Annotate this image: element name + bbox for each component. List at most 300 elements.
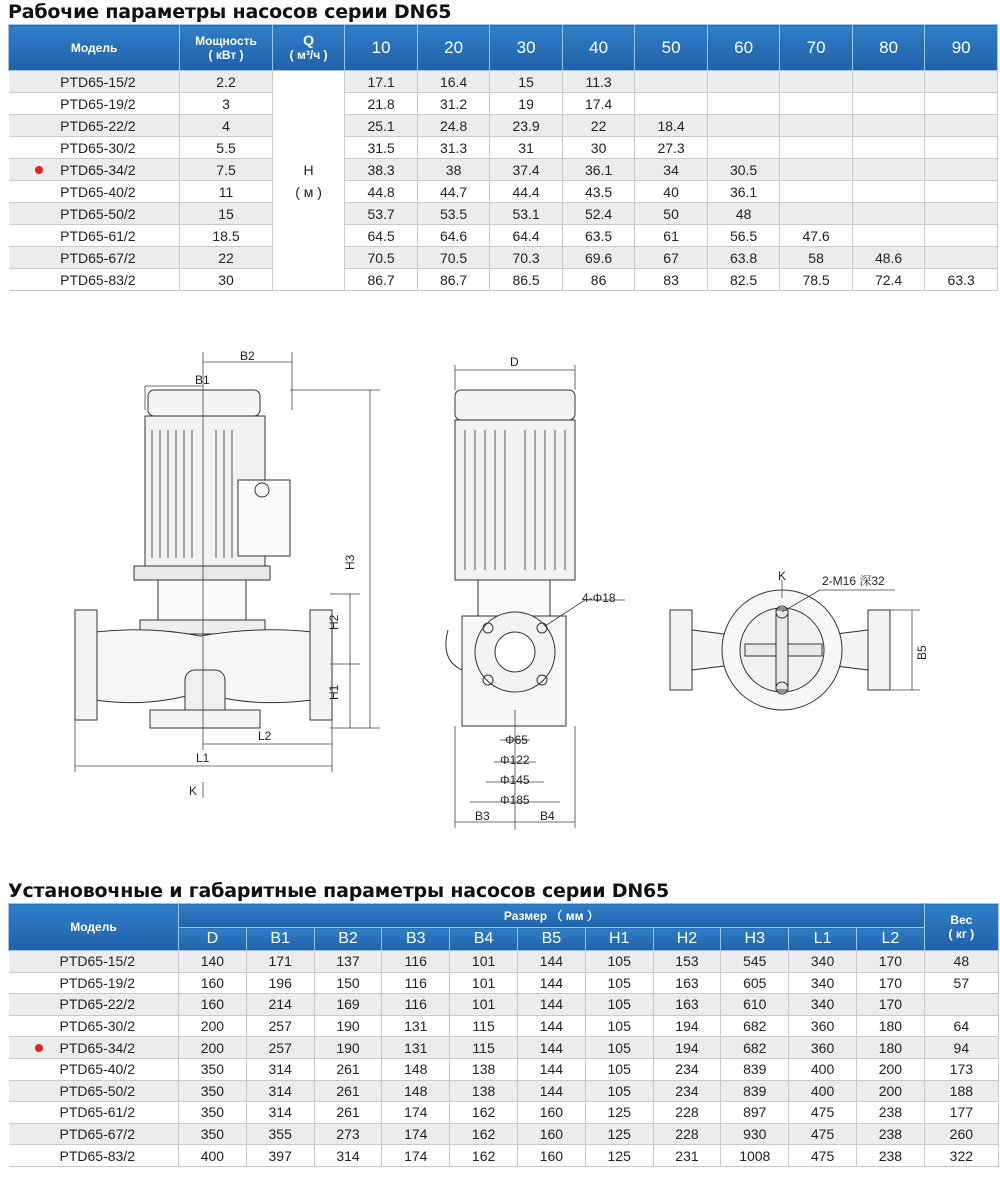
- table-row: [9, 71, 998, 93]
- head-value-cell: 31.2: [417, 93, 490, 115]
- head-value-cell: [635, 71, 708, 93]
- dimension-cell: 180: [856, 1015, 924, 1037]
- head-value-cell: 30: [562, 137, 635, 159]
- head-value-cell: [707, 71, 780, 93]
- dimension-cell: 138: [450, 1058, 518, 1080]
- dimension-cell: 930: [721, 1123, 789, 1145]
- head-value-cell: 38.3: [345, 159, 418, 181]
- head-value-cell: [780, 137, 853, 159]
- model-label: PTD65-34/2: [60, 161, 136, 178]
- head-value-cell: 82.5: [707, 269, 780, 291]
- model-label: PTD65-40/2: [59, 1061, 135, 1078]
- dim-header-column: B4: [450, 928, 518, 951]
- model-cell: [9, 1102, 179, 1124]
- dimension-cell: 400: [789, 1080, 857, 1102]
- power-cell: 22: [180, 247, 273, 269]
- model-label: PTD65-40/2: [60, 183, 136, 200]
- head-value-cell: 31: [490, 137, 563, 159]
- dimension-cell: 144: [517, 972, 585, 994]
- dim-header-column: H2: [653, 928, 721, 951]
- head-value-cell: [780, 181, 853, 203]
- dimension-cell: 200: [856, 1058, 924, 1080]
- table-row: [9, 269, 998, 291]
- table-row: [9, 225, 998, 247]
- label-l1: L1: [196, 751, 210, 765]
- dimension-cell: 137: [314, 951, 382, 973]
- dim-header-model: Модель: [9, 904, 179, 951]
- model-label: PTD65-19/2: [60, 95, 136, 112]
- head-value-cell: [635, 93, 708, 115]
- dimension-cell: 400: [179, 1145, 247, 1167]
- dimension-cell: 140: [179, 951, 247, 973]
- power-cell: 2.2: [180, 71, 273, 93]
- dimension-cell: 163: [653, 972, 721, 994]
- dimension-cell: 200: [856, 1080, 924, 1102]
- dim-header-column: H3: [721, 928, 789, 951]
- dim-header-weight: [924, 904, 998, 951]
- head-value-cell: [852, 115, 925, 137]
- head-value-cell: 16.4: [417, 71, 490, 93]
- weight-label: Вес: [950, 913, 973, 927]
- head-value-cell: 67: [635, 247, 708, 269]
- head-value-cell: 63.8: [707, 247, 780, 269]
- dimension-cell: 170: [856, 994, 924, 1016]
- head-value-cell: 23.9: [490, 115, 563, 137]
- weight-cell: 188: [924, 1080, 998, 1102]
- dimension-cell: 101: [450, 994, 518, 1016]
- head-value-cell: 47.6: [780, 225, 853, 247]
- model-cell: [9, 994, 179, 1016]
- dimension-cell: 160: [517, 1145, 585, 1167]
- dimension-cell: 314: [246, 1102, 314, 1124]
- dim-header-column: L2: [856, 928, 924, 951]
- dimension-cell: 131: [382, 1015, 450, 1037]
- pump-drawing: [0, 330, 1000, 850]
- head-value-cell: 63.3: [925, 269, 998, 291]
- head-value-cell: [780, 115, 853, 137]
- head-value-cell: 53.7: [345, 203, 418, 225]
- head-value-cell: [925, 225, 998, 247]
- dimension-cell: 105: [585, 1037, 653, 1059]
- head-value-cell: 48: [707, 203, 780, 225]
- label-h3: H3: [343, 554, 357, 570]
- dimension-cell: 475: [789, 1102, 857, 1124]
- head-value-cell: 40: [635, 181, 708, 203]
- top-view: [670, 580, 920, 710]
- head-value-cell: 86.7: [417, 269, 490, 291]
- dimension-cell: 355: [246, 1123, 314, 1145]
- table-row: [9, 1037, 999, 1059]
- table-row: [9, 203, 998, 225]
- dimension-cell: 170: [856, 951, 924, 973]
- head-value-cell: 56.5: [707, 225, 780, 247]
- dimension-cell: 545: [721, 951, 789, 973]
- label-d145: Φ145: [500, 773, 530, 787]
- model-cell: [9, 269, 180, 291]
- dimension-cell: 105: [585, 1058, 653, 1080]
- dim-header-column: B3: [382, 928, 450, 951]
- dimension-cell: 162: [450, 1102, 518, 1124]
- dimension-cell: 160: [179, 994, 247, 1016]
- model-label: PTD65-30/2: [59, 1018, 135, 1035]
- weight-cell: 64: [924, 1015, 998, 1037]
- dimension-cell: 261: [314, 1102, 382, 1124]
- head-value-cell: 78.5: [780, 269, 853, 291]
- head-value-cell: 11.3: [562, 71, 635, 93]
- dimension-cell: 171: [246, 951, 314, 973]
- model-cell: [9, 1058, 179, 1080]
- head-value-cell: 58: [780, 247, 853, 269]
- dimension-cell: 200: [179, 1015, 247, 1037]
- weight-cell: [924, 994, 998, 1016]
- weight-cell: 94: [924, 1037, 998, 1059]
- head-value-cell: [925, 247, 998, 269]
- dimension-cell: 190: [314, 1015, 382, 1037]
- head-value-cell: 52.4: [562, 203, 635, 225]
- dimension-cell: 340: [789, 951, 857, 973]
- power-cell: 15: [180, 203, 273, 225]
- dimension-cell: 314: [246, 1058, 314, 1080]
- dimension-cell: 196: [246, 972, 314, 994]
- head-value-cell: 83: [635, 269, 708, 291]
- perf-header-flow: 70: [780, 25, 853, 71]
- model-label: PTD65-19/2: [59, 974, 135, 991]
- dimension-cell: 190: [314, 1037, 382, 1059]
- side-view: [75, 352, 380, 798]
- perf-header-flow: 80: [852, 25, 925, 71]
- dimension-cell: 125: [585, 1145, 653, 1167]
- dimension-cell: 360: [789, 1037, 857, 1059]
- head-value-cell: 15: [490, 71, 563, 93]
- table-row: [9, 1058, 999, 1080]
- model-label: PTD65-34/2: [59, 1039, 135, 1056]
- perf-header-flow: 50: [635, 25, 708, 71]
- perf-header-flow: 20: [417, 25, 490, 71]
- table-row: [9, 951, 999, 973]
- head-value-cell: [780, 93, 853, 115]
- model-cell: [9, 93, 180, 115]
- model-cell: [9, 225, 180, 247]
- dimension-cell: 314: [246, 1080, 314, 1102]
- dimension-cell: 350: [179, 1123, 247, 1145]
- dim-header-size: Размер （ мм ）: [179, 904, 925, 928]
- power-cell: 4: [180, 115, 273, 137]
- dimension-cell: 340: [789, 972, 857, 994]
- dimension-cell: 125: [585, 1123, 653, 1145]
- model-cell: [9, 181, 180, 203]
- head-value-cell: [852, 93, 925, 115]
- model-label: PTD65-67/2: [59, 1126, 135, 1143]
- dim-header-column: D: [179, 928, 247, 951]
- perf-header-power: Мощность ( кВт ): [180, 25, 273, 71]
- head-value-cell: 44.8: [345, 181, 418, 203]
- table-row: [9, 247, 998, 269]
- dimension-cell: 138: [450, 1080, 518, 1102]
- model-label: PTD65-67/2: [60, 249, 136, 266]
- model-cell: [9, 972, 179, 994]
- head-value-cell: [780, 203, 853, 225]
- model-cell: [9, 1037, 179, 1059]
- head-value-cell: 70.3: [490, 247, 563, 269]
- table-row: [9, 1102, 999, 1124]
- head-value-cell: [707, 115, 780, 137]
- dimension-cell: 214: [246, 994, 314, 1016]
- dimension-cell: 144: [517, 994, 585, 1016]
- head-value-cell: [780, 159, 853, 181]
- dim-header-column: B5: [517, 928, 585, 951]
- dimension-cell: 314: [314, 1145, 382, 1167]
- dimension-cell: 682: [721, 1015, 789, 1037]
- model-cell: [9, 1015, 179, 1037]
- dimension-cell: 144: [517, 951, 585, 973]
- label-h2: H2: [327, 614, 341, 630]
- head-value-cell: 44.7: [417, 181, 490, 203]
- dimension-cell: 144: [517, 1037, 585, 1059]
- model-label: PTD65-15/2: [60, 73, 136, 90]
- dimension-cell: 116: [382, 951, 450, 973]
- dimension-cell: 897: [721, 1102, 789, 1124]
- dimension-cell: 144: [517, 1080, 585, 1102]
- table-row: [9, 994, 999, 1016]
- dimension-cell: 116: [382, 994, 450, 1016]
- marker-dot: [35, 1044, 43, 1052]
- head-value-cell: [925, 159, 998, 181]
- dimension-cell: 148: [382, 1080, 450, 1102]
- head-value-cell: [780, 71, 853, 93]
- head-value-cell: 50: [635, 203, 708, 225]
- dimension-cell: 400: [789, 1058, 857, 1080]
- model-cell: [9, 159, 180, 181]
- head-value-cell: [852, 225, 925, 247]
- head-value-cell: [925, 115, 998, 137]
- dimension-cell: 682: [721, 1037, 789, 1059]
- label-d185: Φ185: [500, 793, 530, 807]
- dimension-cell: 105: [585, 951, 653, 973]
- dimension-cell: 170: [856, 972, 924, 994]
- head-value-cell: 43.5: [562, 181, 635, 203]
- dimension-cell: 231: [653, 1145, 721, 1167]
- head-value-cell: 70.5: [417, 247, 490, 269]
- head-value-cell: [707, 93, 780, 115]
- model-label: PTD65-61/2: [60, 227, 136, 244]
- dimension-cell: 105: [585, 1080, 653, 1102]
- dimension-cell: 200: [179, 1037, 247, 1059]
- head-value-cell: 22: [562, 115, 635, 137]
- perf-header-flow: 30: [490, 25, 563, 71]
- dim-header-column: B2: [314, 928, 382, 951]
- head-value-cell: [925, 203, 998, 225]
- label-b3: B3: [475, 809, 490, 823]
- weight-cell: 260: [924, 1123, 998, 1145]
- dimension-cell: 144: [517, 1058, 585, 1080]
- head-value-cell: 53.1: [490, 203, 563, 225]
- power-cell: 30: [180, 269, 273, 291]
- dimension-cell: 174: [382, 1102, 450, 1124]
- head-value-cell: 36.1: [562, 159, 635, 181]
- h-unit-cell: [272, 71, 345, 291]
- dimension-cell: 116: [382, 972, 450, 994]
- h-unit: ( м ): [295, 183, 322, 200]
- weight-cell: 48: [924, 951, 998, 973]
- head-value-cell: 21.8: [345, 93, 418, 115]
- model-cell: [9, 137, 180, 159]
- dimension-cell: 180: [856, 1037, 924, 1059]
- head-value-cell: 38: [417, 159, 490, 181]
- table-row: [9, 93, 998, 115]
- label-d122: Φ122: [500, 753, 530, 767]
- perf-header-flow: 10: [345, 25, 418, 71]
- head-value-cell: 64.5: [345, 225, 418, 247]
- dimension-cell: 605: [721, 972, 789, 994]
- label-holes: 4-Φ18: [582, 591, 616, 605]
- head-value-cell: [925, 181, 998, 203]
- table-row: [9, 1145, 999, 1167]
- head-value-cell: [852, 71, 925, 93]
- weight-cell: 173: [924, 1058, 998, 1080]
- table-row: [9, 137, 998, 159]
- dimension-cell: 153: [653, 951, 721, 973]
- label-b5: B5: [915, 645, 929, 660]
- model-label: PTD65-83/2: [60, 271, 136, 288]
- model-cell: [9, 1123, 179, 1145]
- dimension-cell: 105: [585, 1015, 653, 1037]
- dimension-cell: 150: [314, 972, 382, 994]
- head-value-cell: 72.4: [852, 269, 925, 291]
- dim-header-column: L1: [789, 928, 857, 951]
- dim-header-column: B1: [246, 928, 314, 951]
- head-value-cell: 61: [635, 225, 708, 247]
- head-value-cell: 19: [490, 93, 563, 115]
- head-value-cell: [852, 159, 925, 181]
- h-label: H: [303, 161, 314, 178]
- head-value-cell: 64.6: [417, 225, 490, 247]
- dimension-cell: 261: [314, 1080, 382, 1102]
- dim-header-column: H1: [585, 928, 653, 951]
- dimension-cell: 475: [789, 1123, 857, 1145]
- perf-header-model: Модель: [9, 25, 180, 71]
- head-value-cell: 31.3: [417, 137, 490, 159]
- table-row: [9, 972, 999, 994]
- dimension-cell: 194: [653, 1015, 721, 1037]
- dimension-cell: 194: [653, 1037, 721, 1059]
- dimension-cell: 234: [653, 1080, 721, 1102]
- dimension-cell: 160: [517, 1123, 585, 1145]
- dimension-cell: 228: [653, 1102, 721, 1124]
- performance-title: Рабочие параметры насосов серии DN65: [8, 1, 452, 23]
- dimension-cell: 174: [382, 1145, 450, 1167]
- label-b4: B4: [540, 809, 555, 823]
- dimension-cell: 160: [179, 972, 247, 994]
- head-value-cell: 31.5: [345, 137, 418, 159]
- head-value-cell: 30.5: [707, 159, 780, 181]
- model-label: PTD65-61/2: [59, 1104, 135, 1121]
- label-k2: K: [778, 569, 787, 583]
- label-l2: L2: [258, 729, 272, 743]
- dimension-cell: 397: [246, 1145, 314, 1167]
- head-value-cell: 53.5: [417, 203, 490, 225]
- table-row: [9, 1015, 999, 1037]
- model-cell: [9, 1145, 179, 1167]
- dimension-cell: 350: [179, 1080, 247, 1102]
- dimension-cell: 169: [314, 994, 382, 1016]
- head-value-cell: [852, 203, 925, 225]
- head-value-cell: 69.6: [562, 247, 635, 269]
- head-value-cell: 24.8: [417, 115, 490, 137]
- dimension-cell: 238: [856, 1102, 924, 1124]
- power-cell: 3: [180, 93, 273, 115]
- weight-cell: 177: [924, 1102, 998, 1124]
- model-cell: [9, 247, 180, 269]
- table-row: [9, 115, 998, 137]
- label-h1: H1: [327, 684, 341, 700]
- head-value-cell: [925, 71, 998, 93]
- perf-header-flow: 90: [925, 25, 998, 71]
- table-row: [9, 159, 998, 181]
- model-label: PTD65-15/2: [59, 953, 135, 970]
- model-label: PTD65-50/2: [60, 205, 136, 222]
- model-label: PTD65-83/2: [59, 1147, 135, 1164]
- marker-dot: [35, 166, 43, 174]
- head-value-cell: 86.7: [345, 269, 418, 291]
- label-b1: B1: [195, 373, 210, 387]
- label-d: D: [510, 355, 519, 369]
- dimension-cell: 101: [450, 972, 518, 994]
- dimension-cell: 160: [517, 1102, 585, 1124]
- power-cell: 18.5: [180, 225, 273, 247]
- dimension-cell: 234: [653, 1058, 721, 1080]
- model-cell: [9, 951, 179, 973]
- perf-header-flow: 60: [707, 25, 780, 71]
- head-value-cell: 25.1: [345, 115, 418, 137]
- label-thread: 2-M16 深32: [822, 574, 885, 588]
- model-label: PTD65-22/2: [60, 117, 136, 134]
- head-value-cell: [852, 181, 925, 203]
- dimension-cell: 350: [179, 1058, 247, 1080]
- head-value-cell: 37.4: [490, 159, 563, 181]
- dimension-cell: 257: [246, 1037, 314, 1059]
- dimension-cell: 475: [789, 1145, 857, 1167]
- head-value-cell: 48.6: [852, 247, 925, 269]
- dimension-cell: 228: [653, 1123, 721, 1145]
- dimension-cell: 162: [450, 1123, 518, 1145]
- label-b2: B2: [240, 349, 255, 363]
- head-value-cell: [707, 137, 780, 159]
- power-cell: 7.5: [180, 159, 273, 181]
- head-value-cell: 44.4: [490, 181, 563, 203]
- weight-unit: ( кг ): [948, 927, 975, 941]
- head-value-cell: 27.3: [635, 137, 708, 159]
- head-value-cell: 70.5: [345, 247, 418, 269]
- dimension-cell: 144: [517, 1015, 585, 1037]
- dimension-cell: 839: [721, 1080, 789, 1102]
- dimension-cell: 125: [585, 1102, 653, 1124]
- label-d65: Φ65: [505, 733, 528, 747]
- head-value-cell: 86.5: [490, 269, 563, 291]
- model-cell: [9, 203, 180, 225]
- head-value-cell: 17.4: [562, 93, 635, 115]
- head-value-cell: 17.1: [345, 71, 418, 93]
- dimension-cell: 257: [246, 1015, 314, 1037]
- dimension-cell: 148: [382, 1058, 450, 1080]
- model-label: PTD65-50/2: [59, 1082, 135, 1099]
- head-value-cell: 34: [635, 159, 708, 181]
- weight-cell: 57: [924, 972, 998, 994]
- head-value-cell: [852, 137, 925, 159]
- dimension-cell: 238: [856, 1123, 924, 1145]
- model-cell: [9, 1080, 179, 1102]
- head-value-cell: 18.4: [635, 115, 708, 137]
- dimension-cell: 101: [450, 951, 518, 973]
